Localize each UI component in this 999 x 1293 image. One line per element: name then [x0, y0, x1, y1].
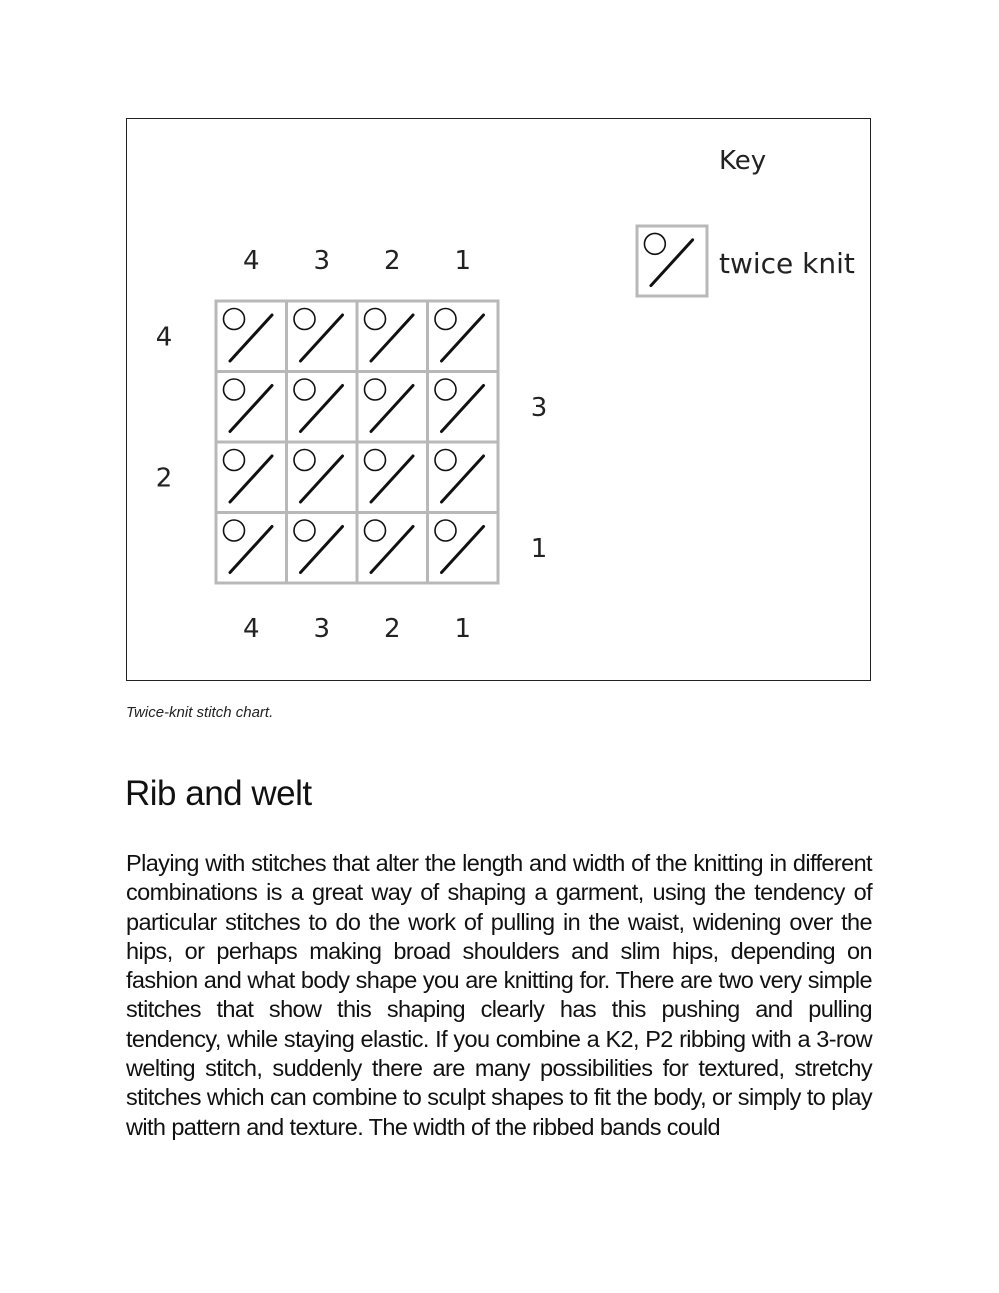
- chart-cell: [428, 301, 499, 372]
- chart-cell: [428, 442, 499, 513]
- chart-cell: [287, 513, 358, 584]
- column-label: 3: [313, 246, 331, 276]
- column-label: 2: [383, 614, 401, 644]
- key-item-label: twice knit: [719, 247, 855, 280]
- section-title: Rib and welt: [125, 774, 312, 813]
- chart-cell: [357, 372, 428, 443]
- chart-cell: [216, 372, 287, 443]
- chart-cell: [287, 372, 358, 443]
- row-labels-right: [531, 393, 548, 564]
- chart-cell: [216, 442, 287, 513]
- chart-grid: [216, 301, 498, 583]
- chart-cell: [428, 372, 499, 443]
- chart-cell: [428, 513, 499, 584]
- column-label: 2: [383, 246, 401, 276]
- chart-cell: [357, 301, 428, 372]
- column-label: 1: [454, 614, 472, 644]
- chart-cell: [216, 513, 287, 584]
- chart-cell: [357, 442, 428, 513]
- column-label: 4: [242, 246, 260, 276]
- column-label: 1: [454, 246, 472, 276]
- chart-key: [637, 146, 855, 296]
- column-label: 4: [242, 614, 260, 644]
- stitch-chart: [127, 119, 872, 682]
- row-labels-left: [156, 322, 173, 493]
- row-label: 1: [530, 533, 548, 564]
- column-labels-top: [243, 246, 471, 276]
- column-labels-bottom: [243, 614, 471, 644]
- chart-cell: [357, 513, 428, 584]
- body-paragraph: Playing with stitches that alter the length and width of the knitting in different combinations is a great way of shaping a garment, using the tendency of particular stitches to do the work of pulling in the waist, widening over the hips, or perhaps making broad shoulders and slim hips, depending on fashion and what body shape you are knitting for. There are two very simple stitches that show this shaping clearly has this pushing and pulling tendency, while staying elastic. If you combine a K2, P2 ribbing with a 3-row welting stitch, suddenly there are many possibilities for textured, stretchy stitches which can combine to sculpt shapes to fit the body, or simply to play with pattern and texture. The width of the ribbed bands could: [126, 850, 872, 1140]
- stitch-chart-figure: [126, 118, 871, 681]
- key-symbol-box: [637, 226, 707, 296]
- chart-cell: [287, 442, 358, 513]
- row-label: 3: [530, 392, 548, 423]
- key-title: Key: [719, 146, 767, 176]
- chart-cell: [287, 301, 358, 372]
- row-label: 2: [155, 463, 173, 494]
- chart-cell: [216, 301, 287, 372]
- figure-caption: Twice-knit stitch chart.: [126, 704, 274, 721]
- column-label: 3: [313, 614, 331, 644]
- row-label: 4: [155, 322, 173, 353]
